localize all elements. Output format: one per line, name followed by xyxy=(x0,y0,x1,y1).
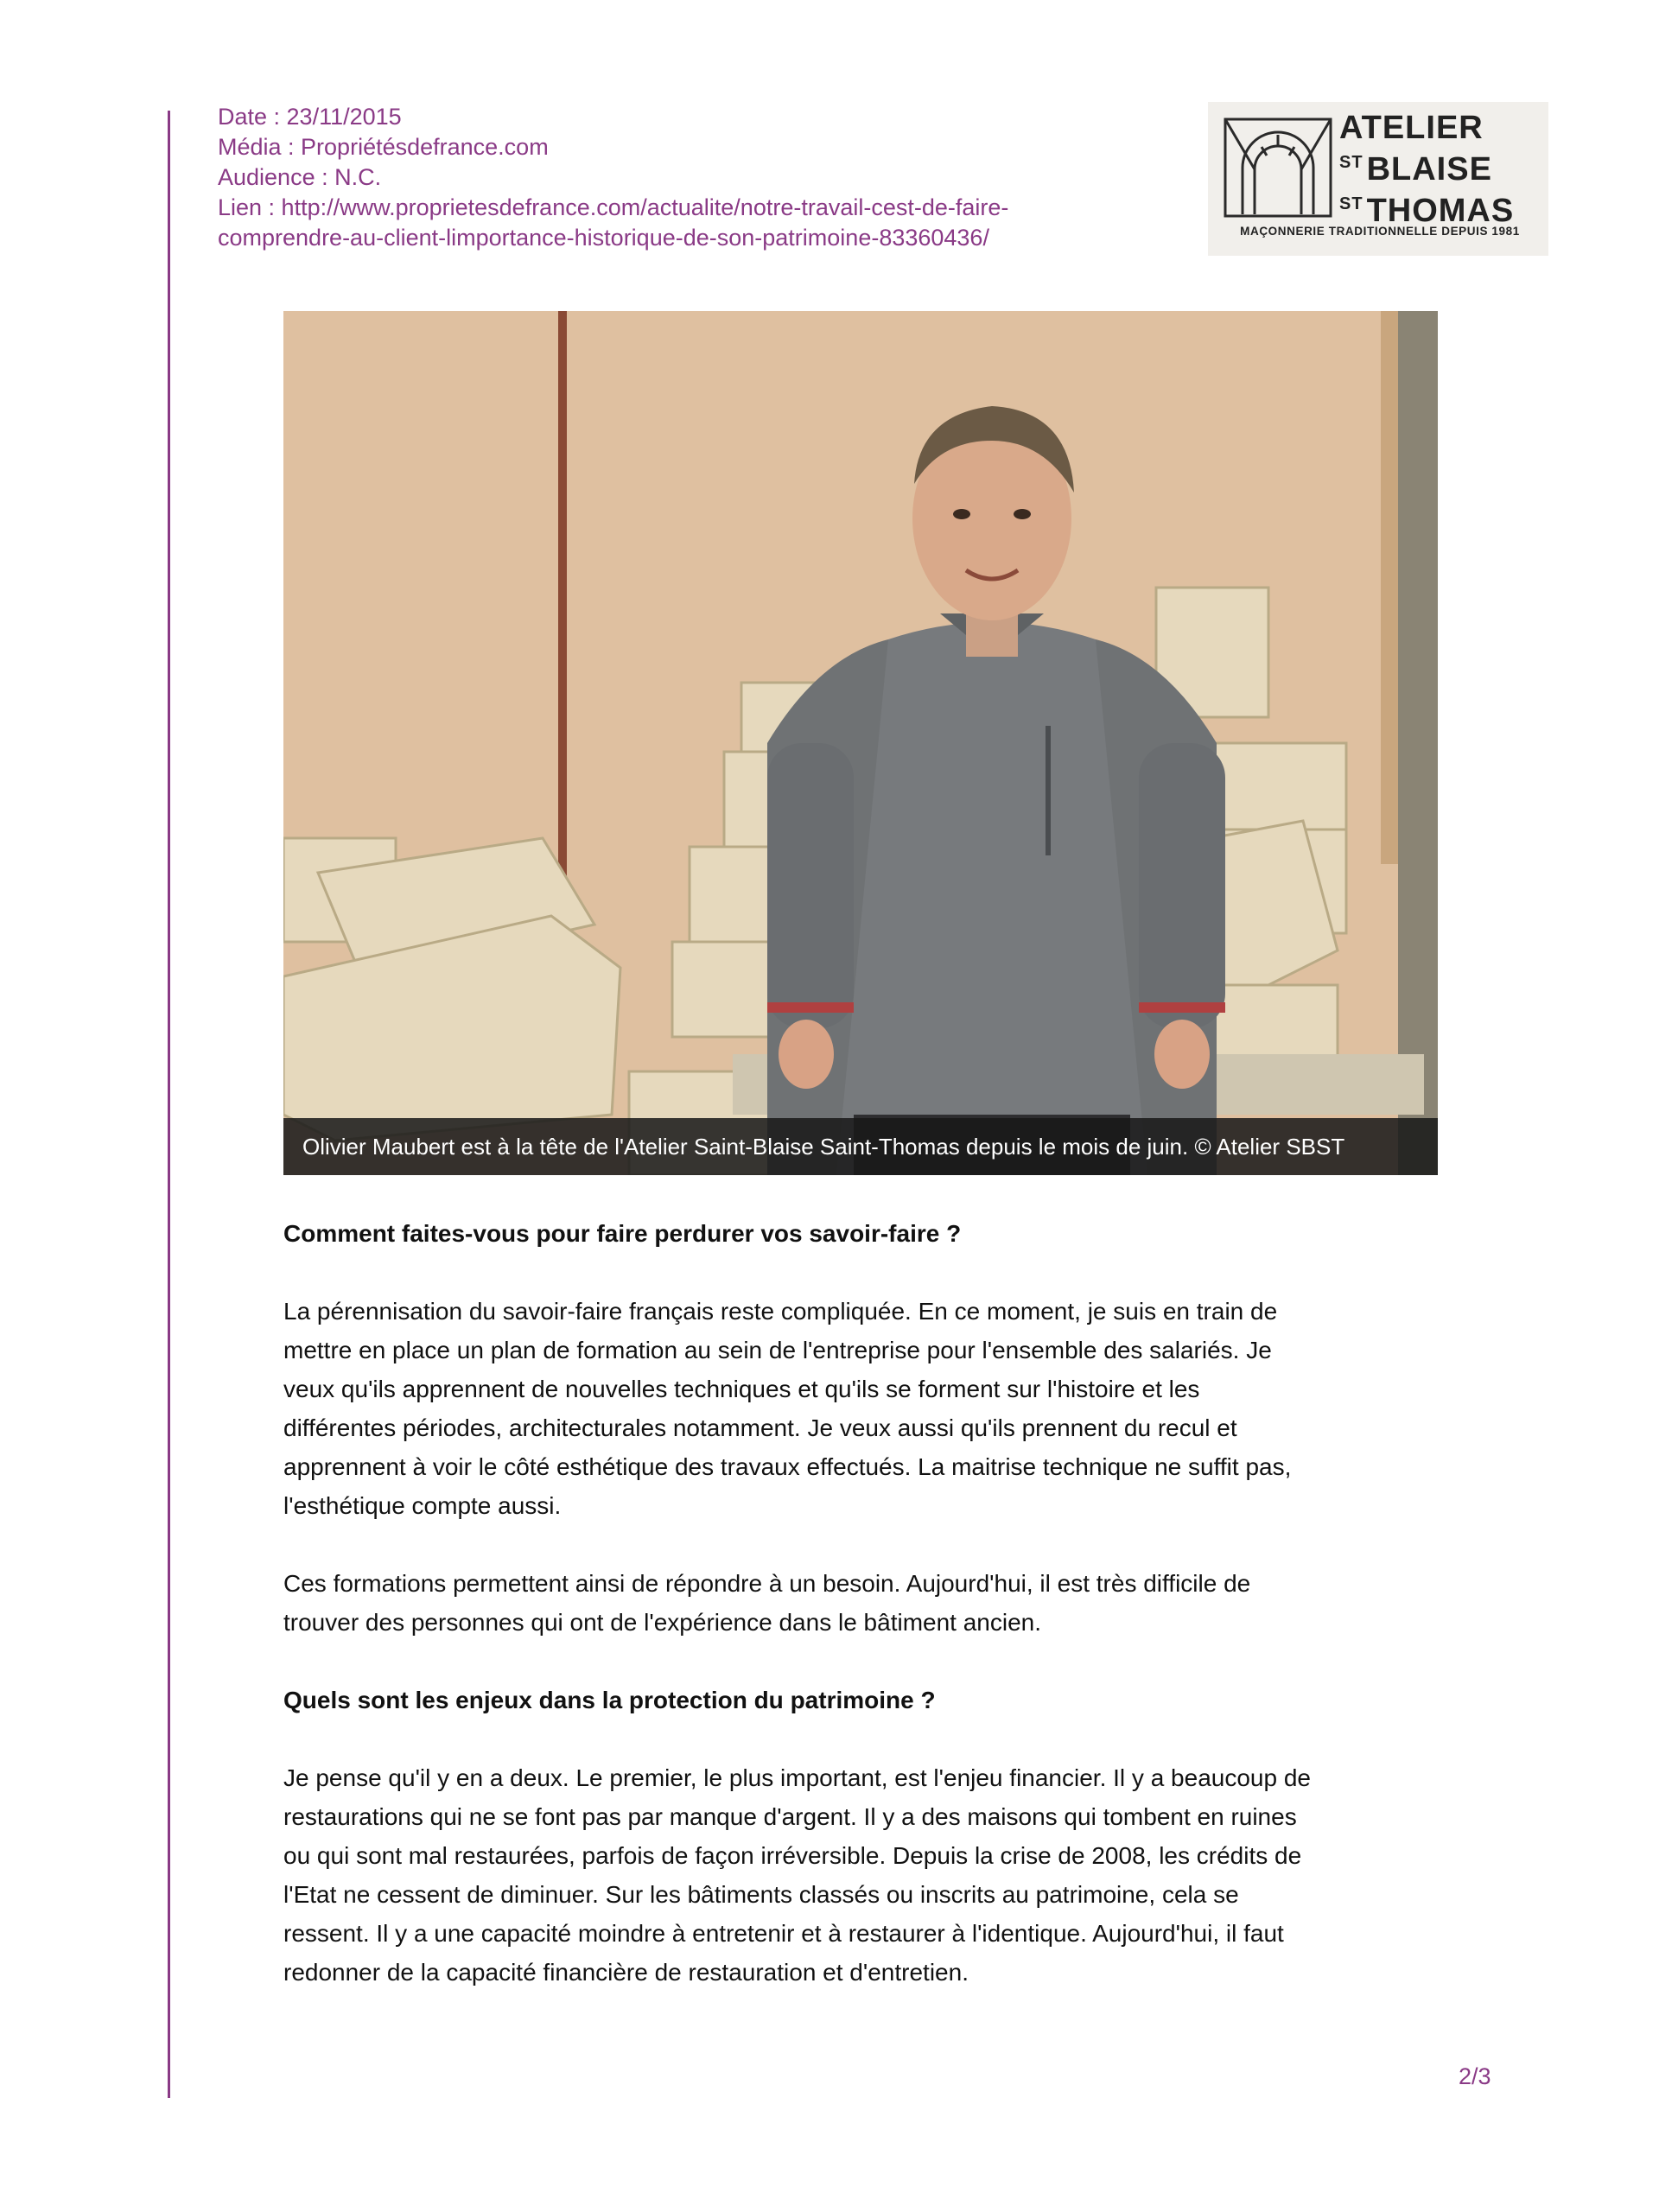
photo-caption: Olivier Maubert est à la tête de l'Atelier Saint-Blaise Saint-Thomas depuis le mois de juin. © Atelier SBST xyxy=(283,1118,1438,1175)
meta-audience: Audience : N.C. xyxy=(218,164,382,190)
logo-line3: THOMAS xyxy=(1366,193,1515,229)
margin-rule xyxy=(168,111,170,2098)
article-body xyxy=(283,1214,1415,2031)
paragraph-3 xyxy=(283,1758,1415,1992)
logo-wordmark xyxy=(1339,111,1543,228)
paragraph-1 xyxy=(283,1292,1415,1525)
paragraph-1-line: mettre en place un plan de formation au sein de l'entreprise pour l'ensemble des salariés. Je xyxy=(283,1337,1272,1363)
paragraph-1-line: apprennent à voir le côté esthétique des travaux effectués. La maitrise technique ne suffit pas, xyxy=(283,1453,1292,1480)
paragraph-3-line: ressent. Il y a une capacité moindre à entretenir et à restaurer à l'identique. Aujourd'hui, il faut xyxy=(283,1920,1284,1947)
paragraph-2-line: Ces formations permettent ainsi de répondre à un besoin. Aujourd'hui, il est très difficile de xyxy=(283,1570,1251,1597)
paragraph-3-line: Je pense qu'il y en a deux. Le premier, le plus important, est l'enjeu financier. Il y a beaucoup de xyxy=(283,1764,1311,1791)
logo-tagline: MAÇONNERIE TRADITIONNELLE DEPUIS 1981 xyxy=(1240,225,1520,238)
paragraph-1-line: différentes périodes, architecturales notamment. Je veux aussi qu'ils prennent du recul et xyxy=(283,1414,1237,1441)
paragraph-1-line: l'esthétique compte aussi. xyxy=(283,1492,562,1519)
paragraph-2 xyxy=(283,1564,1415,1642)
page-number: 2/3 xyxy=(1459,2063,1491,2089)
logo-line3-sup: ST xyxy=(1339,194,1363,213)
paragraph-3-line: redonner de la capacité financière de restauration et d'entretien. xyxy=(283,1959,969,1986)
paragraph-3-line: ou qui sont mal restaurées, parfois de façon irréversible. Depuis la crise de 2008, les crédits de xyxy=(283,1842,1302,1869)
press-metadata xyxy=(218,102,1203,253)
company-logo xyxy=(1208,102,1548,256)
paragraph-3-line: restaurations qui ne se font pas par manque d'argent. Il y a des maisons qui tombent en ruines xyxy=(283,1803,1297,1830)
meta-date: Date : 23/11/2015 xyxy=(218,104,402,130)
meta-media: Média : Propriétésdefrance.com xyxy=(218,134,549,160)
arch-icon xyxy=(1224,118,1332,218)
portrait-illustration xyxy=(283,311,1438,1175)
question-heading-2: Quels sont les enjeux dans la protection du patrimoine ? xyxy=(283,1687,936,1713)
article-photo xyxy=(283,311,1438,1175)
meta-link-line1[interactable]: Lien : http://www.proprietesdefrance.com/actualite/notre-travail-cest-de-faire- xyxy=(218,194,1009,220)
logo-line1: ATELIER xyxy=(1339,110,1484,146)
logo-line2-sup: ST xyxy=(1339,153,1363,172)
paragraph-1-line: La pérennisation du savoir-faire français reste compliquée. En ce moment, je suis en train de xyxy=(283,1298,1278,1325)
paragraph-1-line: veux qu'ils apprennent de nouvelles techniques et qu'ils se forment sur l'histoire et les xyxy=(283,1376,1200,1402)
paragraph-2-line: trouver des personnes qui ont de l'expérience dans le bâtiment ancien. xyxy=(283,1609,1042,1636)
logo-line2: BLAISE xyxy=(1366,151,1492,188)
question-heading-1: Comment faites-vous pour faire perdurer vos savoir-faire ? xyxy=(283,1220,962,1247)
meta-link-line2[interactable]: comprendre-au-client-limportance-historique-de-son-patrimoine-83360436/ xyxy=(218,225,989,251)
paragraph-3-line: l'Etat ne cessent de diminuer. Sur les bâtiments classés ou inscrits au patrimoine, cela se xyxy=(283,1881,1239,1908)
